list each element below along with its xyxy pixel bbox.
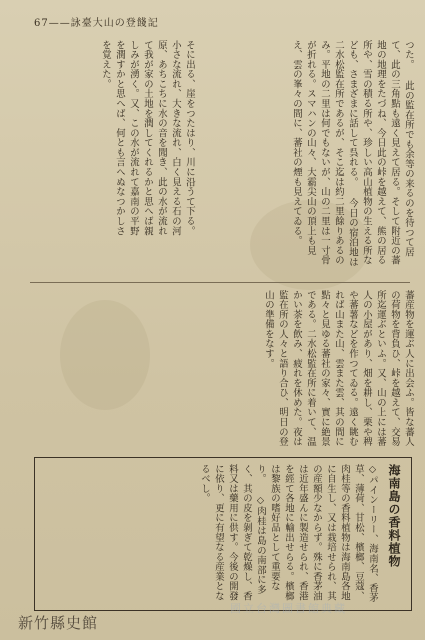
sidebar-article-title: 海南島の香料植物 xyxy=(387,464,401,568)
article-text: 蕃産物を運ぶ人に出会ふ。皆な蕃人の荷物を背負ひ、峠を越えて、交易所迄運ぶといふ。又、山の上には蕃人の小屋があり、畑を耕し、栗や稗や蕃薯などを作つてゐる。遠く眺むれば山また山、雲また雲、其の間に點々と見ゆる蕃社の家々、實に絶景である。二水松監在所に着いて、温かい茶を飲み、疲れを休めた。夜は監在所の人々と語り合ひ、明日の登山の準備をなす。 xyxy=(263,290,414,447)
article-text: つた。 此の監在所でも余等の来るのを待つて居て、此の三角點も遠く見えて居る。そして附近の蕃地の地理をたづね、今日此の峠を越えて、熊の居る所や、雪の積る所や、珍しい高山植物の生える所なども、さまざまに話して呉れる。 今日の宿泊地は二水松監在所であるが、そこ迄は約二里餘りあるのみ。平地の二里は何でもないが、山の二里は一寸骨が折れる。スマハンの山々、大霸尖山の頂上も見え、雲の峯々の間に、蕃社の煙も見えてゐる。 xyxy=(291,40,414,267)
library-stamp: 新竹縣史館 xyxy=(18,614,99,632)
sidebar-article-box xyxy=(34,457,412,611)
article-column-middle xyxy=(35,290,415,450)
page-header: 67——詠臺大山の登餞記 xyxy=(34,18,159,29)
article-column-top-right xyxy=(205,40,415,270)
sidebar-article-text: ◇パインーリー、海南名、香茅草、薄荷、甘松、檳榔、豆蔻、肉桂等の香料植物は海南島各地に自生し、又は栽培せられ、其の産額少なからず。殊に香茅油は近年盛んに製造せられ、香港を經て各地に輸出せらる。檳榔は黎族の嗜好品として重要なり。 ◇肉桂は島の南部に多く、其の皮を剝ぎて乾燥し、香料又は藥用に供す。今後の開發に依り、更に有望なる産業となるべし。 xyxy=(199,464,378,603)
sidebar-article-body xyxy=(43,464,379,604)
article-text: そに出る、崖をつたはり、川に沿うて下る。小さな流れ、大きな流れ、白く見える石の河原、あちこちに水の音を聞き、此の水が流れて我が家の土地を潤してくれるかと思へば親しみが湧く。又、この水が流れて嘉南の平野を潤すかと思へば、何とも言へぬなつかしさを覚えた。 xyxy=(100,40,195,236)
archive-watermark: 國立台灣圖書館典藏 xyxy=(230,602,347,615)
article-column-top-left xyxy=(36,40,196,240)
column-divider xyxy=(30,282,410,283)
